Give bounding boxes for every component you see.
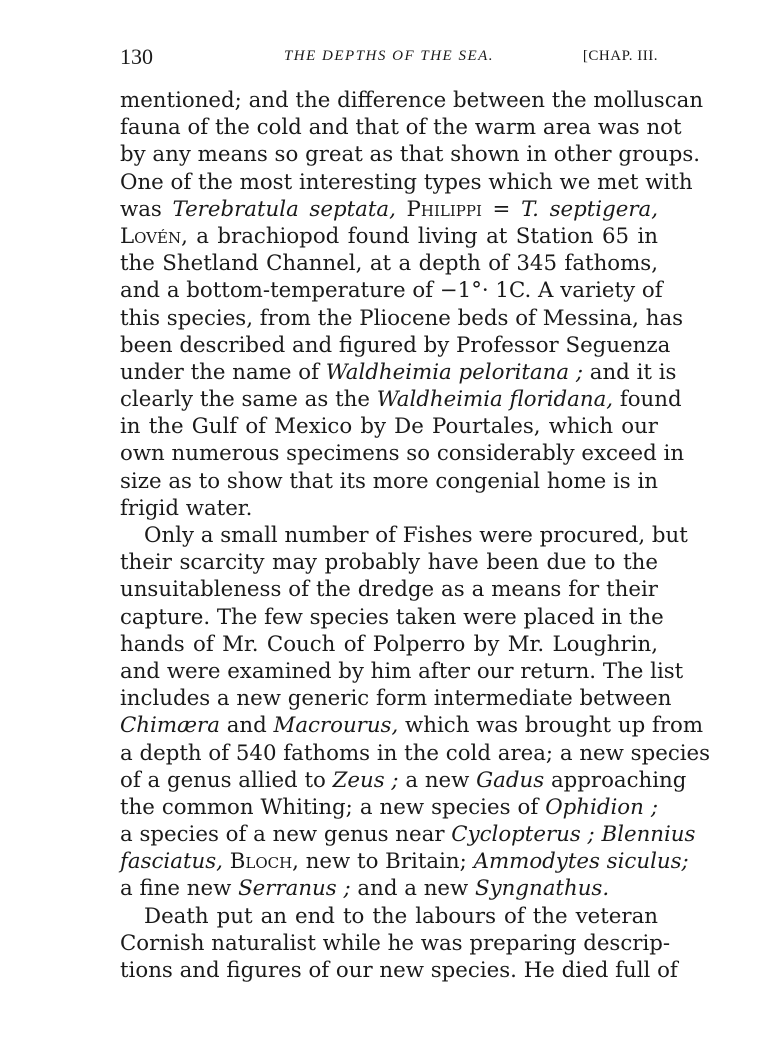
text-run: Ammodytes siculus; [473, 849, 689, 875]
text-run: Death put an end to the labours of the veteran [144, 903, 658, 929]
text-run: Waldheimia floridana, [376, 387, 614, 413]
text-run: Ophidion ; [545, 794, 658, 820]
text-run: Only a small number of Fishes were procured, but [144, 523, 688, 548]
text-line [120, 848, 689, 875]
text-run: been described and figured by Professor Seguenza [120, 332, 671, 358]
text-line [120, 930, 671, 957]
text-run: Zeus ; [332, 767, 399, 793]
text-run: of a genus allied to [120, 767, 333, 793]
text-line [120, 658, 684, 685]
text-run: hands of Mr. Couch of Polperro by Mr. Loughrin, [120, 631, 658, 657]
text-run: this species, from the Pliocene beds of Messina, has [120, 305, 684, 331]
text-line [120, 549, 658, 576]
text-run: Waldheimia peloritana ; [325, 359, 583, 385]
text-run: includes a new generic form intermediate between [120, 686, 672, 712]
page-header [120, 44, 658, 74]
text-line [120, 957, 678, 984]
text-run: own numerous specimens so considerably exceed in [120, 441, 685, 467]
text-line [120, 821, 696, 848]
text-run: One of the most interesting types which we met with [120, 169, 693, 195]
text-run: and were examined by him after our return. The list [120, 658, 684, 684]
text-run: a depth of 540 fathoms in the cold area; a new species [120, 740, 711, 766]
text-run: approaching [544, 767, 687, 793]
text-line [120, 87, 704, 114]
chapter-reference: [CHAP. III. [582, 48, 658, 64]
text-run: fasciatus, [120, 849, 223, 875]
text-line [120, 685, 672, 712]
text-run: in the Gulf of Mexico by De Pourtales, which our [120, 414, 658, 440]
text-line [120, 250, 658, 277]
text-run: under the name of [120, 359, 326, 385]
text-run: capture. The few species taken were placed in the [120, 604, 664, 630]
text-run: found [613, 387, 682, 413]
text-run: a species of a new genus near [120, 822, 452, 848]
text-run: fauna of the cold and that of the warm area was not [120, 115, 682, 141]
text-line [120, 196, 658, 223]
text-run: the Shetland Channel, at a depth of 345 fathoms, [120, 251, 658, 277]
text-line [120, 604, 664, 631]
text-run: clearly the same as the [120, 387, 377, 413]
text-run: a new [398, 767, 477, 793]
text-run: their scarcity may probably have been due to the [120, 550, 658, 576]
text-run: and a bottom-temperature of −1°· 1C. A variety of [120, 278, 663, 304]
text-line [120, 712, 704, 739]
text-line [120, 359, 677, 386]
text-line [120, 386, 682, 413]
text-run: , a brachiopod found living at Station 65 in [181, 223, 658, 249]
text-line [120, 141, 701, 168]
text-run: mentioned; and the difference between the molluscan [120, 88, 704, 113]
text-run: by any means so great as that shown in other groups. [120, 142, 701, 168]
text-line [120, 522, 688, 549]
text-run: = [481, 196, 522, 222]
text-line [120, 468, 658, 495]
text-run: Terebratula septata, [172, 196, 396, 222]
text-run: frigid water. [120, 495, 253, 521]
text-run: which was brought up from [398, 713, 704, 739]
text-line [120, 903, 658, 930]
text-line [120, 767, 687, 794]
text-run: size as to show that its more congenial home is in [120, 468, 658, 494]
text-run: and it is [583, 359, 677, 385]
text-run [223, 849, 230, 874]
text-line [120, 277, 663, 304]
text-line [120, 740, 711, 767]
text-run: and a new [350, 876, 476, 902]
text-run: Cyclopterus ; Blennius [451, 822, 696, 848]
text-run: and [219, 713, 274, 739]
text-run: Syngnathus. [475, 876, 610, 902]
running-title: THE DEPTHS OF THE SEA. [283, 48, 495, 64]
text-run: Cornish naturalist while he was preparing descrip- [120, 930, 671, 956]
text-run: Macrourus, [273, 713, 399, 739]
text-run: the common Whiting; a new species of [120, 794, 546, 820]
text-run: a fine new [120, 876, 239, 902]
text-run: tions and figures of our new species. He died full of [120, 958, 678, 983]
text-run: Serranus ; [238, 876, 351, 902]
text-line [120, 332, 671, 359]
text-line [120, 413, 658, 440]
text-line [120, 875, 658, 902]
text-run [396, 197, 407, 222]
text-run: Lovén [120, 223, 182, 249]
text-run: Gadus [476, 767, 545, 793]
text-line [120, 794, 658, 821]
body-text [120, 87, 711, 984]
text-run: was [120, 196, 173, 222]
text-line [120, 169, 693, 196]
text-run: T. septigera, [521, 196, 658, 222]
text-run: Philippi [406, 196, 482, 222]
text-line [120, 631, 658, 658]
text-run: , new to Britain; [292, 849, 474, 875]
text-run: Chimæra [120, 713, 220, 739]
text-line [120, 440, 685, 467]
text-run: Bloch [229, 849, 293, 875]
text-run: unsuitableness of the dredge as a means for their [120, 577, 658, 603]
page-number: 130 [120, 44, 153, 69]
text-line [120, 114, 682, 141]
text-line [120, 305, 684, 332]
text-line [120, 495, 658, 522]
text-line [120, 576, 658, 603]
text-line [120, 223, 658, 250]
